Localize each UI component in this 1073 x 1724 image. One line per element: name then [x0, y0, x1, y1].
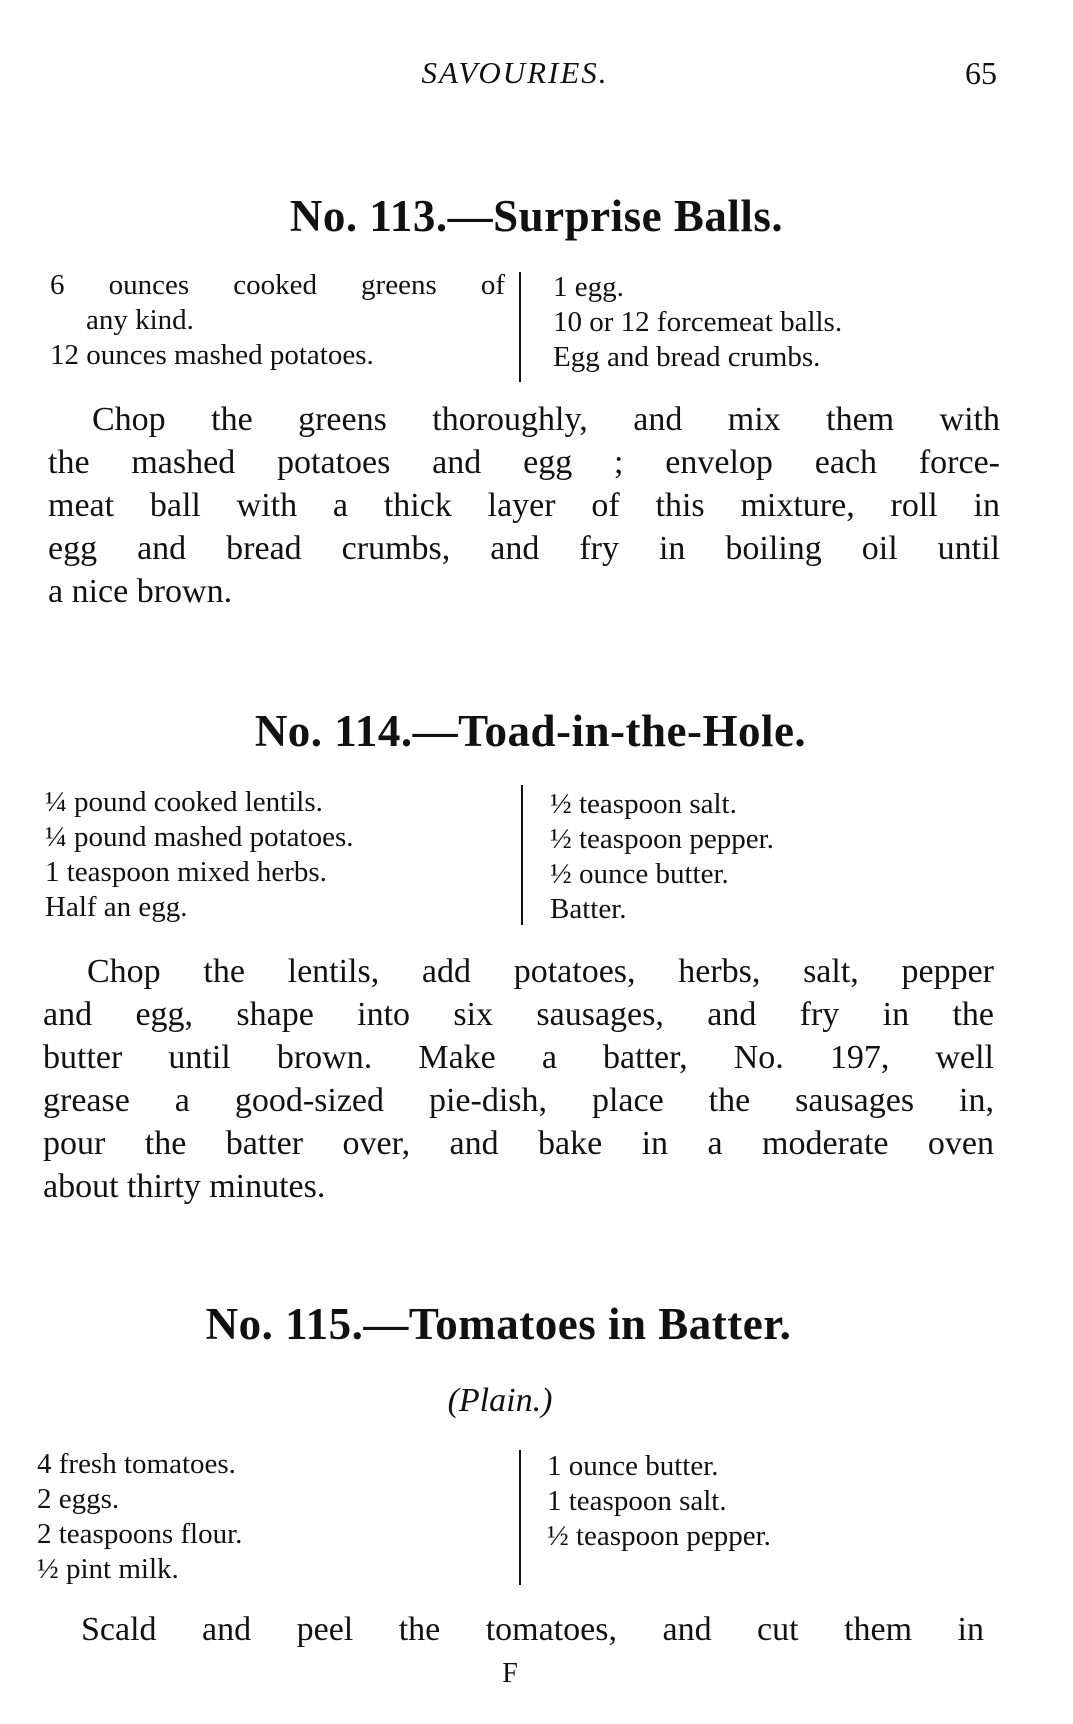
recipe-113-method: [48, 398, 1000, 613]
ingredient: ½ pint milk.: [37, 1553, 179, 1585]
ingredient: 1 teaspoon mixed herbs.: [45, 856, 327, 888]
recipe-115-subtitle: (Plain.): [447, 1382, 553, 1419]
ingredient: Egg and bread crumbs.: [553, 341, 821, 373]
recipe-113-ingredients-right: [553, 270, 842, 375]
signature-mark: F: [502, 1658, 518, 1689]
method-line: Chop the greens thoroughly, and mix them with: [92, 401, 1000, 438]
ingredient: Batter.: [550, 893, 627, 925]
ingredient: ½ teaspoon salt.: [550, 788, 737, 820]
recipe-114-method: [43, 950, 994, 1208]
ingredient: 1 teaspoon salt.: [547, 1485, 727, 1517]
recipe-115-ingredients-right: [547, 1449, 771, 1554]
method-line: pour the batter over, and bake in a moderate oven: [43, 1125, 994, 1162]
recipe-115-title: No. 115.—Tomatoes in Batter.: [205, 1299, 792, 1349]
ingredient: ¼ pound cooked lentils.: [45, 786, 323, 818]
method-line: a nice brown.: [48, 573, 233, 610]
column-divider: [519, 1450, 521, 1585]
ingredient: ½ teaspoon pepper.: [547, 1520, 771, 1552]
ingredient: 4 fresh tomatoes.: [37, 1448, 236, 1480]
method-line: egg and bread crumbs, and fry in boiling oil until: [48, 530, 1000, 567]
column-divider: [519, 272, 521, 382]
recipe-115-ingredients-left: [37, 1447, 242, 1587]
recipe-114-ingredients-right: [550, 787, 774, 927]
recipe-113-ingredients-left: [50, 268, 505, 373]
ingredient: 2 teaspoons flour.: [37, 1518, 243, 1550]
ingredient: 6 ounces cooked greens of: [50, 269, 505, 301]
ingredient: 2 eggs.: [37, 1483, 120, 1515]
page-number: 65: [965, 55, 997, 91]
method-line: grease a good-sized pie-dish, place the sausages in,: [43, 1082, 994, 1119]
method-line: about thirty minutes.: [43, 1168, 326, 1205]
method-line: the mashed potatoes and egg ; envelop each force-: [48, 444, 1000, 481]
ingredient: 10 or 12 forcemeat balls.: [553, 306, 843, 338]
method-line: butter until brown. Make a batter, No. 197, well: [43, 1039, 994, 1076]
ingredient: Half an egg.: [45, 891, 188, 923]
ingredient: ¼ pound mashed potatoes.: [45, 821, 354, 853]
ingredient: 1 ounce butter.: [547, 1450, 719, 1482]
recipe-114-ingredients-left: [45, 785, 353, 925]
ingredient: any kind.: [86, 304, 194, 336]
method-line: Scald and peel the tomatoes, and cut them in: [81, 1611, 984, 1648]
column-divider: [521, 785, 523, 925]
method-line: Chop the lentils, add potatoes, herbs, salt, pepper: [87, 953, 994, 990]
method-line: and egg, shape into six sausages, and fry in the: [43, 996, 994, 1033]
recipe-115-method: [37, 1608, 984, 1651]
ingredient: ½ ounce butter.: [550, 858, 729, 890]
ingredient: 12 ounces mashed potatoes.: [50, 339, 374, 371]
method-line: meat ball with a thick layer of this mixture, roll in: [48, 487, 1000, 524]
ingredient: 1 egg.: [553, 271, 624, 303]
ingredient: ½ teaspoon pepper.: [550, 823, 774, 855]
recipe-113-title: No. 113.—Surprise Balls.: [289, 191, 784, 241]
recipe-114-title: No. 114.—Toad-in-the-Hole.: [254, 706, 807, 756]
running-title: SAVOURIES.: [421, 55, 609, 90]
